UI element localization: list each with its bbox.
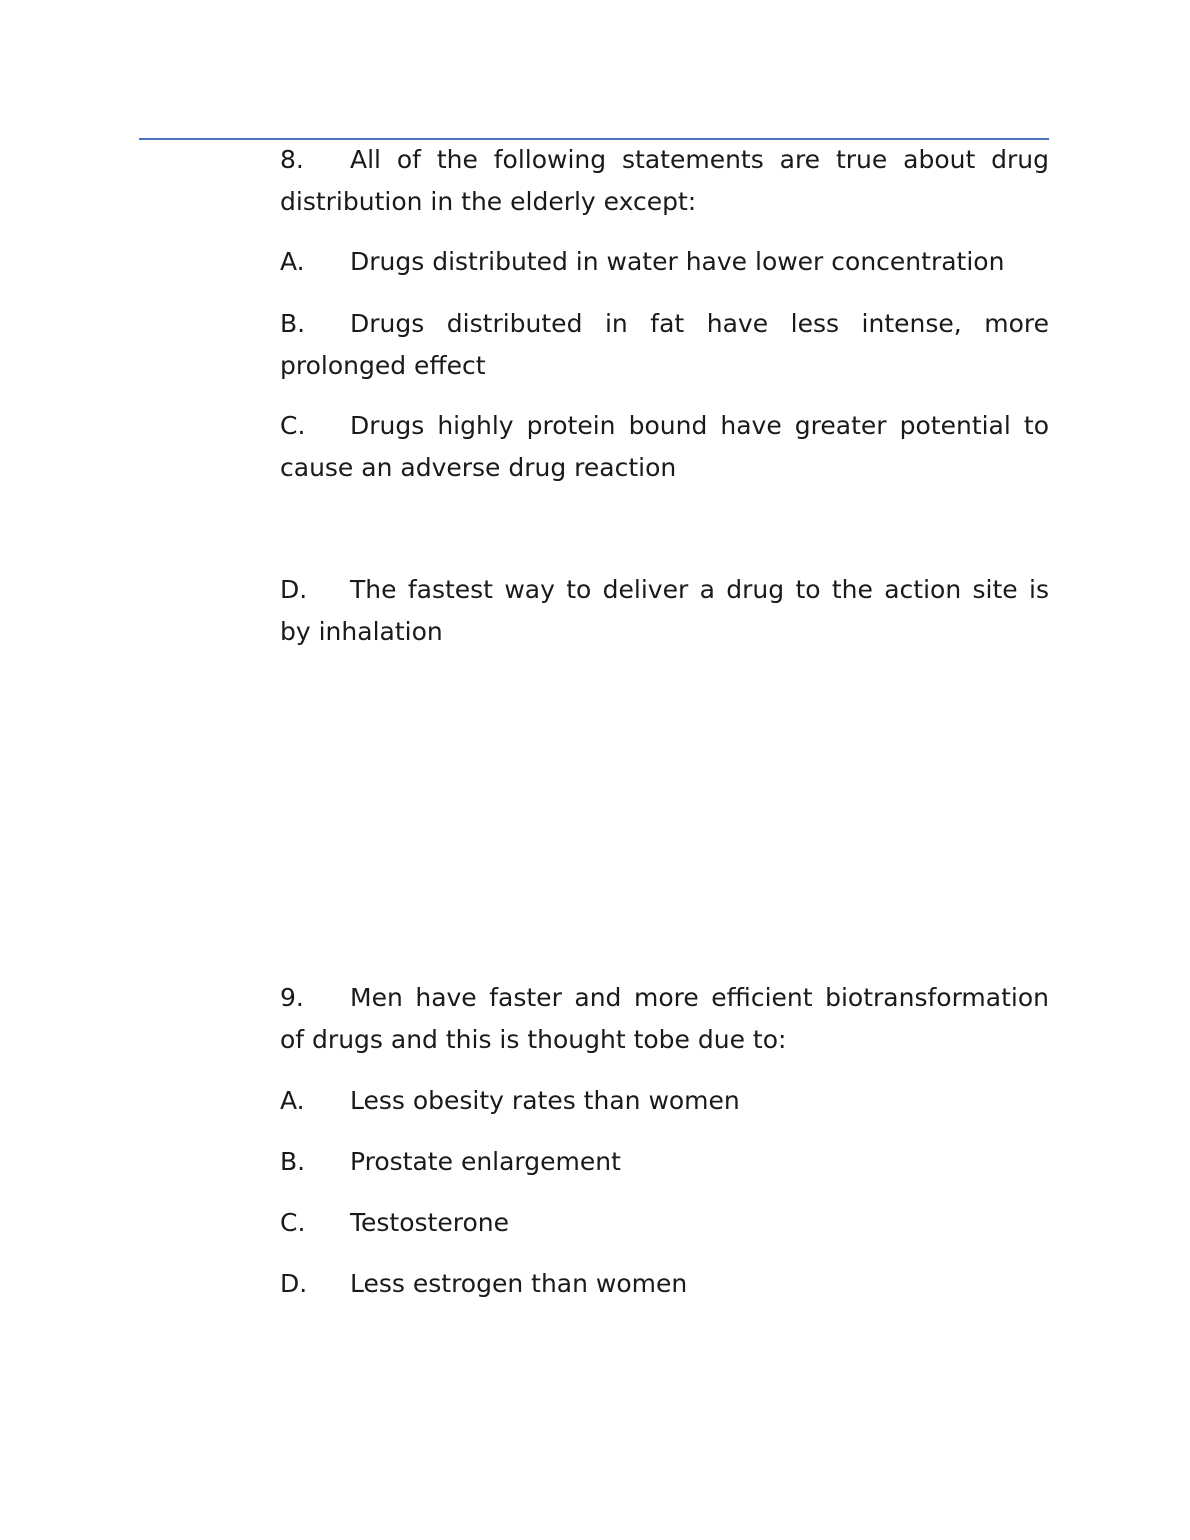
option-text: Drugs highly protein bound have greater potential to cause an adverse drug reaction — [280, 411, 1049, 482]
option-letter: C. — [280, 1208, 306, 1237]
option-letter: C. — [280, 411, 306, 440]
question-9-text: Men have faster and more efficient biotransformation of drugs and this is thought tobe due to: — [280, 983, 1049, 1054]
option-text: The fastest way to deliver a drug to the action site is by inhalation — [280, 575, 1049, 646]
option-letter: D. — [280, 1269, 308, 1298]
option-text: Less estrogen than women — [350, 1269, 688, 1298]
option-text: Drugs distributed in water have lower concentration — [350, 247, 1005, 276]
question-8-number: 8. — [280, 145, 304, 174]
question-8-option-a — [280, 241, 1049, 283]
option-letter: B. — [280, 1147, 306, 1176]
option-text: Prostate enlargement — [350, 1147, 621, 1176]
option-text: Testosterone — [350, 1208, 509, 1237]
question-8-text: All of the following statements are true about drug distribution in the elderly except: — [280, 145, 1049, 216]
question-9-number: 9. — [280, 983, 304, 1012]
question-9-option-c — [280, 1202, 1049, 1244]
question-8-stem — [280, 139, 1049, 223]
question-9-option-b — [280, 1141, 1049, 1183]
question-9-stem — [280, 977, 1049, 1061]
question-8-option-d — [280, 569, 1049, 653]
question-8-option-b — [280, 303, 1049, 387]
option-letter: A. — [280, 247, 305, 276]
option-text: Less obesity rates than women — [350, 1086, 740, 1115]
question-9-option-d — [280, 1263, 1049, 1305]
question-8-option-c — [280, 405, 1049, 489]
option-letter: B. — [280, 309, 306, 338]
option-letter: A. — [280, 1086, 305, 1115]
question-9-option-a — [280, 1080, 1049, 1122]
option-letter: D. — [280, 575, 308, 604]
option-text: Drugs distributed in fat have less intense, more prolonged effect — [280, 309, 1049, 380]
